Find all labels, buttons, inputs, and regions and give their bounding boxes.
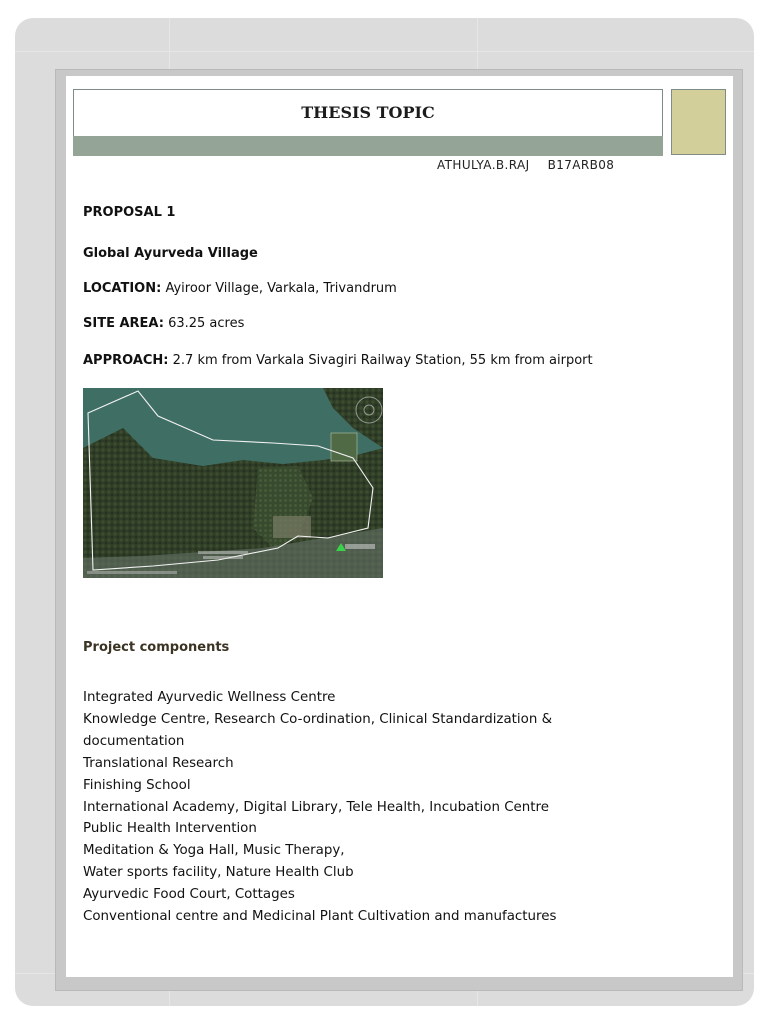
list-item: Ayurvedic Food Court, Cottages (83, 887, 295, 903)
list-item: Conventional centre and Medicinal Plant Cultivation and manufactures (83, 909, 557, 925)
approach-value: 2.7 km from Varkala Sivagiri Railway Station, 55 km from airport (168, 353, 593, 368)
marker-label (345, 544, 375, 549)
proposal-name: Global Ayurveda Village (83, 246, 258, 261)
field-patch (331, 433, 357, 461)
list-item: documentation (83, 733, 185, 749)
imagery-credit (198, 551, 248, 554)
approach-label: APPROACH: (83, 353, 169, 368)
list-item: Water sports facility, Nature Health Club (83, 865, 354, 881)
list-item: Public Health Intervention (83, 821, 257, 837)
slide-frame (15, 18, 754, 1006)
grid-line (15, 51, 754, 52)
author-line (437, 158, 614, 172)
location-line (83, 281, 397, 296)
author-name: ATHULYA.B.RAJ (437, 158, 530, 172)
list-item: Meditation & Yoga Hall, Music Therapy, (83, 843, 345, 859)
document-page (55, 69, 743, 991)
document-page-body (66, 76, 733, 977)
roll-number: B17ARB08 (547, 158, 615, 172)
satellite-site-image (83, 388, 383, 578)
site-area-line (83, 316, 244, 331)
site-area-value: 63.25 acres (163, 316, 245, 331)
imagery-credit (203, 556, 243, 559)
list-item: International Academy, Digital Library, Tele Health, Incubation Centre (83, 799, 549, 815)
coordinates-readout (87, 571, 177, 574)
list-item: Finishing School (83, 777, 191, 793)
title-accent-bar (73, 136, 663, 156)
approach-line (83, 353, 593, 368)
components-heading: Project components (83, 640, 230, 655)
settlement-patch (273, 516, 311, 538)
list-item: Knowledge Centre, Research Co-ordination, Clinical Standardization & (83, 711, 553, 727)
accent-square (671, 89, 726, 155)
title-box (73, 89, 663, 137)
location-label: LOCATION: (83, 281, 162, 296)
location-value: Ayiroor Village, Varkala, Trivandrum (161, 281, 397, 296)
site-area-label: SITE AREA: (83, 316, 164, 331)
list-item: Translational Research (83, 755, 234, 771)
satellite-map-graphic (83, 388, 383, 578)
proposal-label: PROPOSAL 1 (83, 205, 176, 220)
page-title: THESIS TOPIC (301, 103, 435, 122)
list-item: Integrated Ayurvedic Wellness Centre (83, 690, 336, 705)
components-list (83, 687, 556, 928)
